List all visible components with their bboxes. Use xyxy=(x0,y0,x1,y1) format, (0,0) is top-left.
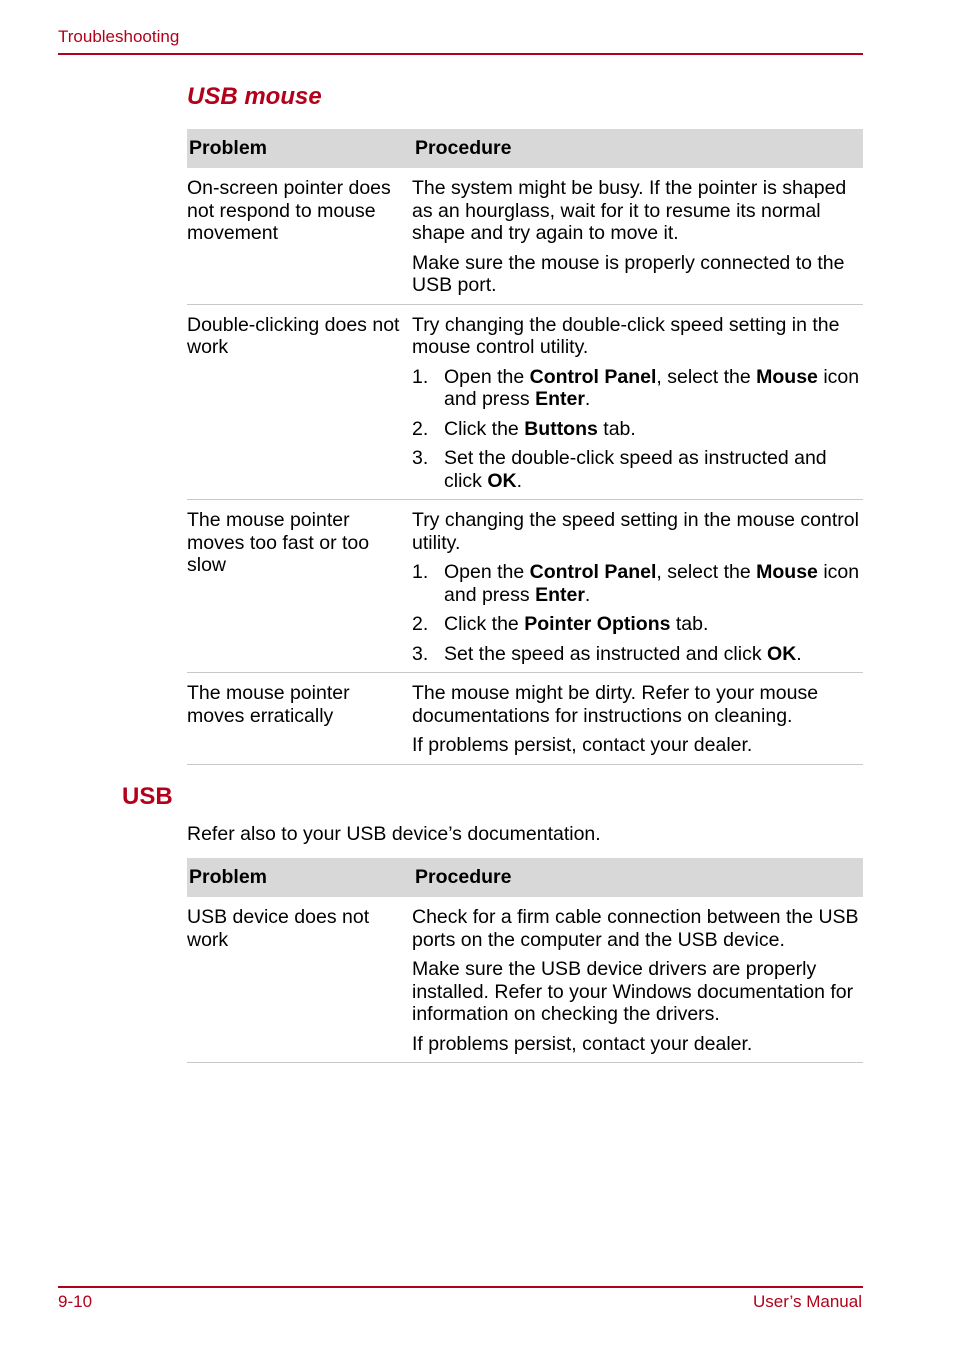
table-header xyxy=(187,858,863,897)
step-text: Set the double-click speed as instructed and click OK. xyxy=(444,447,827,492)
procedure-cell xyxy=(412,682,863,757)
table-row xyxy=(187,168,863,305)
problem-cell: On-screen pointer does not respond to mouse movement xyxy=(187,177,391,244)
procedure-text: Try changing the double-click speed setting in the mouse control utility. xyxy=(412,313,840,358)
page-number: 9-10 xyxy=(58,1292,93,1311)
usb-intro-text: Refer also to your USB device’s documentation. xyxy=(187,823,601,845)
column-header-problem: Problem xyxy=(189,866,268,888)
step-number: 1. xyxy=(412,561,429,583)
table-header xyxy=(187,129,863,168)
procedure-text: Make sure the mouse is properly connected to the USB port. xyxy=(412,251,845,296)
header-rule xyxy=(58,53,863,55)
procedure-cell xyxy=(412,906,863,1055)
procedure-text: The system might be busy. If the pointer is shaped as an hourglass, wait for it to resume its normal shape and try again to move it. xyxy=(412,177,847,244)
problem-cell: Double-clicking does not work xyxy=(187,313,400,358)
procedure-cell xyxy=(412,177,863,297)
manual-title: User’s Manual xyxy=(753,1292,862,1311)
procedure-text: Make sure the USB device drivers are properly installed. Refer to your Windows documentation for information on checking the drivers. xyxy=(412,958,854,1025)
procedure-step xyxy=(412,613,863,636)
step-text: Click the Pointer Options tab. xyxy=(444,613,709,635)
procedure-text: The mouse might be dirty. Refer to your mouse documentations for instructions on cleaning. xyxy=(412,682,819,727)
column-header-problem: Problem xyxy=(189,137,268,159)
procedure-text: If problems persist, contact your dealer. xyxy=(412,734,753,756)
step-number: 3. xyxy=(412,642,429,665)
procedure-cell xyxy=(412,314,863,493)
step-text: Open the Control Panel, select the Mouse icon and press Enter. xyxy=(444,561,860,606)
usb-mouse-table xyxy=(187,129,863,765)
step-number: 2. xyxy=(412,417,429,440)
procedure-text: Check for a firm cable connection between the USB ports on the computer and the USB device. xyxy=(412,906,859,951)
running-header: Troubleshooting xyxy=(58,27,180,46)
procedure-text: If problems persist, contact your dealer. xyxy=(412,1032,753,1055)
table-row xyxy=(187,897,863,1063)
usb-table xyxy=(187,858,863,1063)
procedure-step xyxy=(412,366,863,411)
table-row xyxy=(187,673,863,765)
problem-cell: The mouse pointer moves too fast or too slow xyxy=(187,509,370,576)
column-header-procedure: Procedure xyxy=(415,137,512,159)
footer-rule xyxy=(58,1286,863,1288)
problem-cell: The mouse pointer moves erratically xyxy=(187,682,350,727)
step-text: Click the Buttons tab. xyxy=(444,417,636,440)
usb-mouse-heading: USB mouse xyxy=(187,83,322,110)
column-header-procedure: Procedure xyxy=(415,866,512,888)
procedure-step xyxy=(412,418,863,441)
step-text: Open the Control Panel, select the Mouse icon and press Enter. xyxy=(444,365,860,410)
problem-cell: USB device does not work xyxy=(187,906,370,951)
table-row xyxy=(187,500,863,673)
procedure-cell xyxy=(412,509,863,665)
step-number: 2. xyxy=(412,613,429,635)
procedure-step xyxy=(412,561,863,606)
procedure-text: Try changing the speed setting in the mouse control utility. xyxy=(412,509,859,554)
procedure-step xyxy=(412,447,863,492)
table-row xyxy=(187,305,863,501)
step-number: 3. xyxy=(412,447,429,469)
usb-heading: USB xyxy=(122,783,173,810)
procedure-step xyxy=(412,643,863,666)
step-number: 1. xyxy=(412,365,429,388)
step-text: Set the speed as instructed and click OK. xyxy=(444,642,802,665)
